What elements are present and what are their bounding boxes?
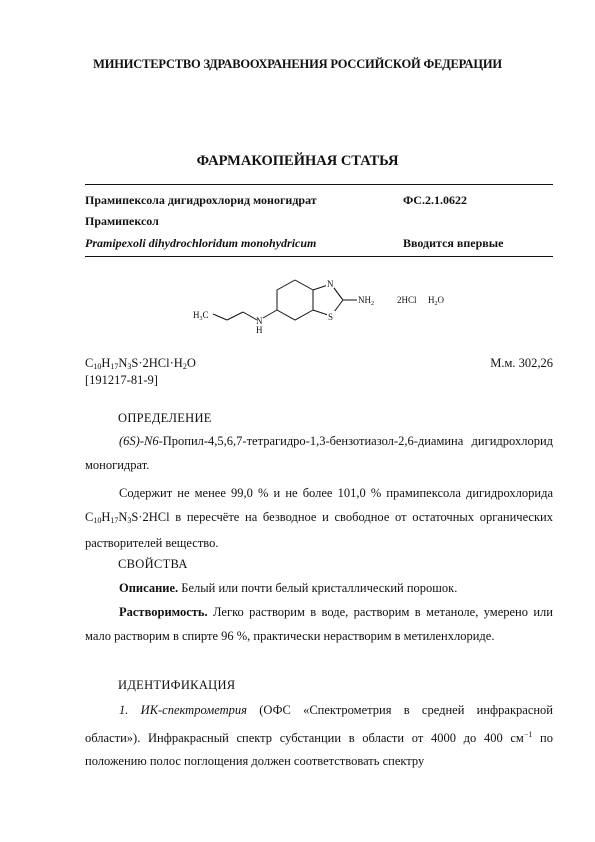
structural-formula — [185, 268, 485, 348]
identification-heading: ИДЕНТИФИКАЦИЯ — [118, 678, 236, 692]
molecular-weight: М.м. 302,26 — [490, 356, 553, 370]
ir-paragraph: 1. ИК-спектрометрия (ОФС «Спектрометрия в средней инфракрасной области»). Инфракрасный спектр субстанции в области от 4000 до 400 $см^{-1}$ по положению полос поглощения должен соответствовать спектру — [85, 703, 553, 768]
monograph-code: ФС.2.1.0622 — [403, 193, 467, 207]
monograph-status: Вводится впервые — [403, 236, 504, 250]
monograph-synonym: Прамипексол — [85, 214, 159, 228]
amino-label: $NH_2$ — [358, 295, 374, 307]
monograph-name-latin: Pramipexoli dihydrochloridum monohydricum — [85, 236, 317, 250]
ring-nitrogen-label: N — [327, 279, 334, 289]
sulfur-label: S — [328, 312, 334, 322]
monograph-row-3 — [85, 236, 553, 254]
content-paragraph: Содержит не менее 99,0 % и не более 101,0 % прамипексола дигидрохлорида $C_{10}H_{17}N_3S\cdot 2HCl$ в пересчёте на безводное и свободное от остаточных органических растворителей вещество. — [85, 486, 553, 550]
ministry-heading: МИНИСТЕРСТВО ЗДРАВООХРАНЕНИЯ РОССИЙСКОЙ ФЕДЕРАЦИИ — [93, 57, 502, 71]
monograph-name-ru: Прамипексола дигидрохлорид моногидрат — [85, 193, 317, 207]
monograph-row-1 — [85, 193, 553, 211]
document-title: ФАРМАКОПЕЙНАЯ СТАТЬЯ — [196, 153, 399, 169]
header-divider-bottom — [85, 256, 553, 257]
methyl-label: $H_3C$ — [193, 310, 209, 322]
amine-nitrogen-label: N — [256, 316, 263, 326]
molecular-formula-row — [85, 356, 553, 373]
cas-row — [85, 373, 553, 390]
definition-paragraph: (6S)-N6-Пропил-4,5,6,7-тетрагидро-1,3-бензотиазол-2,6-диамина дигидрохлорид моногидрат. — [85, 434, 553, 472]
monograph-row-2 — [85, 214, 553, 232]
molecular-formula: $C_{10}H_{17}N_3S\cdot 2HCl\cdot H_2O$ — [85, 356, 196, 371]
solubility-paragraph: Растворимость. Легко растворим в воде, растворим в метаноле, умерено или мало растворим в спирте 96 %, практически нерастворим в метиленхлориде. — [85, 605, 553, 643]
header-divider-top — [85, 184, 553, 185]
definition-heading: ОПРЕДЕЛЕНИЕ — [118, 411, 212, 425]
salt-label: 2HCl — [397, 295, 417, 305]
amine-hydrogen-label: H — [256, 325, 263, 335]
water-label: $H_2O$ — [428, 295, 444, 307]
cas-number: [191217-81-9] — [85, 373, 158, 387]
properties-heading: СВОЙСТВА — [118, 557, 188, 571]
description-paragraph: Описание. Белый или почти белый кристаллический порошок. — [119, 581, 458, 595]
